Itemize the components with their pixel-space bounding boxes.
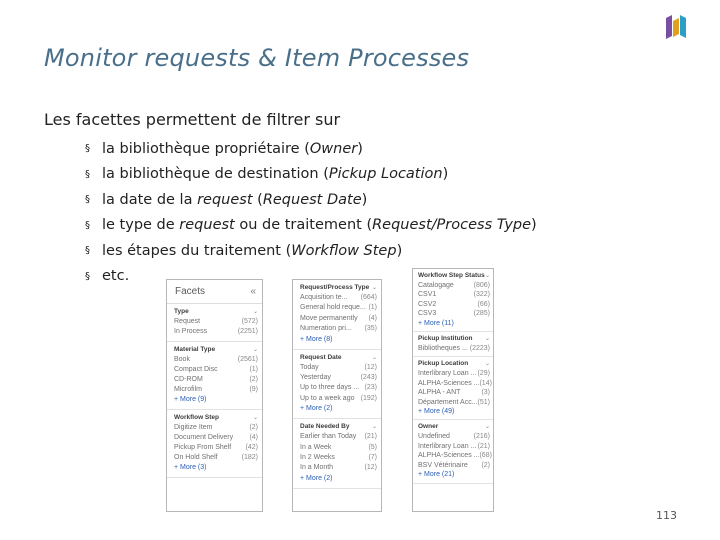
facet-section-header[interactable] bbox=[174, 308, 258, 315]
facet-item-label: Pickup From Shelf bbox=[174, 444, 232, 451]
facet-item-label: CD-ROM bbox=[174, 376, 203, 383]
facet-section-title: Material Type bbox=[174, 346, 216, 353]
facet-item-label: In a Week bbox=[300, 443, 332, 451]
facet-item-count: (2223) bbox=[469, 345, 490, 353]
facet-item-count: (9) bbox=[249, 386, 258, 393]
facet-item-label: Département Acc... bbox=[418, 398, 478, 406]
facet-section-title: Request Date bbox=[300, 353, 342, 361]
bullet-text: la bibliothèque de destination (Pickup Location) bbox=[102, 166, 449, 183]
bullet-marker: § bbox=[85, 245, 90, 257]
facet-item-count: (29) bbox=[477, 370, 490, 378]
bullet-item bbox=[86, 187, 537, 213]
more-link[interactable]: + More (2) bbox=[300, 405, 333, 413]
facet-item-count: (182) bbox=[241, 454, 258, 461]
facet-section bbox=[413, 332, 493, 357]
facet-item[interactable] bbox=[300, 432, 377, 442]
intro-text: Les facettes permettent de filtrer sur bbox=[44, 110, 341, 129]
bullet-text: etc. bbox=[102, 268, 130, 285]
facet-item-count: (285) bbox=[473, 310, 490, 318]
facet-item-count: (66) bbox=[477, 300, 490, 308]
bullet-marker: § bbox=[85, 219, 90, 231]
facets-header bbox=[167, 280, 262, 304]
facet-section-header[interactable] bbox=[418, 423, 490, 430]
facet-item[interactable] bbox=[418, 461, 490, 470]
chevron-down-icon[interactable]: ⌄ bbox=[371, 424, 377, 431]
facet-section-title: Pickup Location bbox=[418, 360, 469, 368]
facet-item-label: Bibliotheques ... bbox=[418, 345, 468, 353]
facet-item[interactable] bbox=[418, 432, 490, 441]
chevron-down-icon[interactable]: ⌄ bbox=[484, 336, 490, 343]
chevron-down-icon[interactable]: ⌄ bbox=[252, 347, 258, 353]
slide-title: Monitor requests & Item Processes bbox=[44, 44, 470, 72]
facet-item-label: CSV2 bbox=[418, 300, 437, 308]
facet-section bbox=[167, 342, 262, 410]
facet-item-count: (192) bbox=[360, 394, 377, 402]
bullet-marker: § bbox=[85, 270, 90, 282]
facet-item-count: (12) bbox=[364, 363, 377, 371]
facet-item-label: In Process bbox=[174, 328, 208, 335]
bullet-marker: § bbox=[85, 194, 90, 206]
facet-item[interactable] bbox=[300, 394, 377, 404]
facet-section-header[interactable] bbox=[174, 414, 258, 421]
facet-item[interactable] bbox=[418, 344, 490, 353]
facet-item-count: (664) bbox=[360, 294, 377, 301]
facet-section-header[interactable] bbox=[418, 335, 490, 342]
facet-item-label: Earlier than Today bbox=[300, 433, 357, 441]
facet-section bbox=[167, 304, 262, 342]
facet-item-count: (7) bbox=[368, 454, 377, 462]
facet-item[interactable] bbox=[300, 363, 377, 373]
facet-item-label: On Hold Shelf bbox=[174, 454, 218, 461]
facet-section-title: Owner bbox=[418, 423, 439, 431]
facet-section-header[interactable] bbox=[300, 284, 377, 291]
more-link[interactable]: + More (3) bbox=[174, 464, 207, 471]
facet-item[interactable] bbox=[300, 383, 377, 393]
facet-item-count: (2561) bbox=[237, 356, 258, 363]
facet-section-title: Pickup Institution bbox=[418, 335, 473, 343]
facet-item-count: (5) bbox=[368, 443, 377, 451]
facet-item-count: (4) bbox=[249, 434, 258, 441]
chevron-down-icon[interactable]: ⌄ bbox=[252, 415, 258, 421]
facet-item-label: Today bbox=[300, 363, 319, 371]
chevron-down-icon[interactable]: ⌄ bbox=[371, 354, 377, 361]
bullet-text: les étapes du traitement (Workflow Step) bbox=[102, 242, 403, 259]
more-link[interactable]: + More (8) bbox=[300, 335, 333, 343]
bullet-list bbox=[86, 136, 537, 289]
facet-item[interactable] bbox=[174, 443, 258, 453]
facet-section-header[interactable] bbox=[300, 423, 377, 430]
facet-item[interactable] bbox=[418, 442, 490, 451]
facet-item[interactable] bbox=[418, 309, 490, 318]
facet-item[interactable] bbox=[300, 373, 377, 383]
facet-item-count: (68) bbox=[479, 452, 492, 460]
facet-section bbox=[167, 410, 262, 478]
facet-item[interactable] bbox=[174, 327, 258, 337]
facet-item-label: Compact Disc bbox=[174, 366, 218, 373]
facet-item-count: (806) bbox=[473, 282, 490, 289]
facet-item-label: Request bbox=[174, 318, 201, 325]
facet-item[interactable] bbox=[418, 379, 490, 388]
facet-section-title: Workflow Step bbox=[174, 414, 220, 421]
bullet-marker: § bbox=[85, 143, 90, 155]
facet-item-count: (21) bbox=[477, 442, 490, 450]
facet-item-count: (243) bbox=[360, 374, 377, 382]
bullet-item bbox=[86, 238, 537, 264]
facet-item[interactable] bbox=[174, 375, 258, 385]
facet-item-count: (1) bbox=[249, 366, 258, 373]
facet-item-count: (572) bbox=[241, 318, 258, 325]
bullet-item bbox=[86, 162, 537, 188]
chevron-down-icon[interactable]: ⌄ bbox=[371, 285, 377, 291]
facet-item-count: (322) bbox=[473, 291, 490, 299]
facet-item-label: ALPHA-Sciences ... bbox=[418, 452, 480, 460]
more-link[interactable]: + More (49) bbox=[418, 408, 455, 416]
double-chevron-left-icon[interactable]: « bbox=[250, 286, 256, 297]
facet-item-label: Up to a week ago bbox=[300, 394, 355, 402]
facet-item-label: CSV3 bbox=[418, 310, 437, 318]
bullet-text: la date de la request (Request Date) bbox=[102, 191, 368, 208]
facet-item-count: (2251) bbox=[237, 328, 258, 335]
facet-item[interactable] bbox=[300, 453, 377, 463]
facet-section-header[interactable] bbox=[418, 272, 490, 279]
facet-item-label: Undefined bbox=[418, 433, 450, 441]
bullet-text: le type de request ou de traitement (Request/Process Type) bbox=[102, 217, 537, 234]
facet-item-count: (35) bbox=[364, 325, 377, 333]
facet-item-label: Book bbox=[174, 356, 190, 363]
facet-item[interactable] bbox=[418, 388, 490, 397]
bullet-text: la bibliothèque propriétaire (Owner) bbox=[102, 140, 363, 157]
facet-section bbox=[413, 420, 493, 483]
facet-item-label: ALPHA - ANT bbox=[418, 389, 461, 397]
facet-item-label: CSV1 bbox=[418, 291, 437, 299]
logo-icon bbox=[664, 14, 688, 40]
facet-section bbox=[293, 350, 381, 420]
facet-item-label: Yesterday bbox=[300, 374, 331, 382]
facet-item-label: Microfilm bbox=[174, 386, 202, 393]
facet-item-label: Interlibrary Loan ... bbox=[418, 442, 477, 450]
facet-item[interactable] bbox=[300, 303, 377, 313]
facet-item[interactable] bbox=[174, 453, 258, 463]
facet-item[interactable] bbox=[418, 398, 490, 407]
more-link[interactable]: + More (11) bbox=[418, 319, 454, 327]
facet-item[interactable] bbox=[174, 423, 258, 433]
more-link[interactable]: + More (2) bbox=[300, 474, 333, 482]
facets-panel bbox=[166, 279, 263, 512]
facet-item-count: (42) bbox=[245, 444, 258, 451]
facet-item-count: (2) bbox=[249, 424, 258, 431]
facet-item[interactable] bbox=[300, 443, 377, 453]
facet-section bbox=[293, 419, 381, 489]
facet-section-header[interactable] bbox=[300, 354, 377, 361]
page-number: 113 bbox=[656, 509, 677, 522]
facet-item-count: (216) bbox=[473, 433, 490, 441]
facet-item[interactable] bbox=[418, 300, 490, 309]
facet-item-label: BSV Vétérinaire bbox=[418, 461, 468, 469]
bullet-item bbox=[86, 136, 537, 162]
facet-item[interactable] bbox=[174, 385, 258, 395]
facet-item-count: (1) bbox=[368, 304, 377, 312]
facet-item[interactable] bbox=[418, 290, 490, 299]
more-link[interactable]: + More (9) bbox=[174, 396, 207, 403]
facet-item[interactable] bbox=[300, 324, 377, 334]
facet-item-count: (4) bbox=[368, 314, 377, 322]
facet-item-label: Acquisition te... bbox=[300, 294, 348, 301]
facet-item[interactable] bbox=[300, 463, 377, 473]
facet-item-count: (21) bbox=[364, 433, 377, 441]
chevron-down-icon[interactable]: ⌄ bbox=[484, 361, 490, 368]
facet-section bbox=[413, 357, 493, 420]
chevron-down-icon[interactable]: ⌄ bbox=[484, 273, 490, 279]
facet-item[interactable] bbox=[418, 451, 490, 460]
facet-item[interactable] bbox=[174, 365, 258, 375]
facets-panel-3 bbox=[412, 268, 494, 512]
facet-item-count: (23) bbox=[364, 384, 377, 392]
facet-item-label: In a Month bbox=[300, 464, 334, 472]
facet-item-count: (14) bbox=[479, 379, 492, 387]
facet-section-header[interactable] bbox=[174, 346, 258, 353]
facet-section bbox=[413, 269, 493, 332]
facet-item[interactable] bbox=[300, 314, 377, 324]
facet-item-count: (2) bbox=[249, 376, 258, 383]
facet-item-count: (51) bbox=[477, 398, 490, 406]
facet-item-count: (2) bbox=[481, 461, 490, 469]
facet-item-label: Interlibrary Loan ... bbox=[418, 370, 477, 378]
facet-item-label: Document Delivery bbox=[174, 434, 234, 441]
facet-item-label: Up to three days ... bbox=[300, 384, 360, 392]
bullet-item bbox=[86, 213, 537, 239]
facet-item-label: Numeration pri... bbox=[300, 325, 352, 333]
facet-item[interactable] bbox=[300, 293, 377, 303]
facet-item-label: Move permanently bbox=[300, 314, 358, 322]
more-link[interactable]: + More (21) bbox=[418, 471, 455, 479]
facet-item-label: Catalogage bbox=[418, 282, 454, 289]
facet-item[interactable] bbox=[174, 355, 258, 365]
facet-item[interactable] bbox=[174, 317, 258, 327]
bullet-marker: § bbox=[85, 168, 90, 180]
facet-item-count: (12) bbox=[364, 464, 377, 472]
chevron-down-icon[interactable]: ⌄ bbox=[484, 424, 490, 431]
chevron-down-icon[interactable]: ⌄ bbox=[252, 309, 258, 315]
facet-item-label: General hold reque... bbox=[300, 304, 366, 312]
facet-section-title: Type bbox=[174, 308, 189, 315]
facet-item-count: (3) bbox=[481, 389, 490, 397]
facet-section-title: Date Needed By bbox=[300, 423, 350, 431]
facet-section-title: Request/Process Type bbox=[300, 284, 370, 291]
facet-section bbox=[293, 280, 381, 350]
facet-section-header[interactable] bbox=[418, 360, 490, 367]
facet-item[interactable] bbox=[174, 433, 258, 443]
facet-item-label: ALPHA-Sciences ... bbox=[418, 379, 480, 387]
facet-item[interactable] bbox=[418, 281, 490, 290]
facet-item-label: In 2 Weeks bbox=[300, 454, 335, 462]
facet-section-title: Workflow Step Status bbox=[418, 272, 485, 279]
facet-item[interactable] bbox=[418, 369, 490, 378]
facets-panel-2 bbox=[292, 279, 382, 512]
facet-item-label: Digitize Item bbox=[174, 424, 213, 431]
facets-title: Facets bbox=[175, 286, 206, 297]
